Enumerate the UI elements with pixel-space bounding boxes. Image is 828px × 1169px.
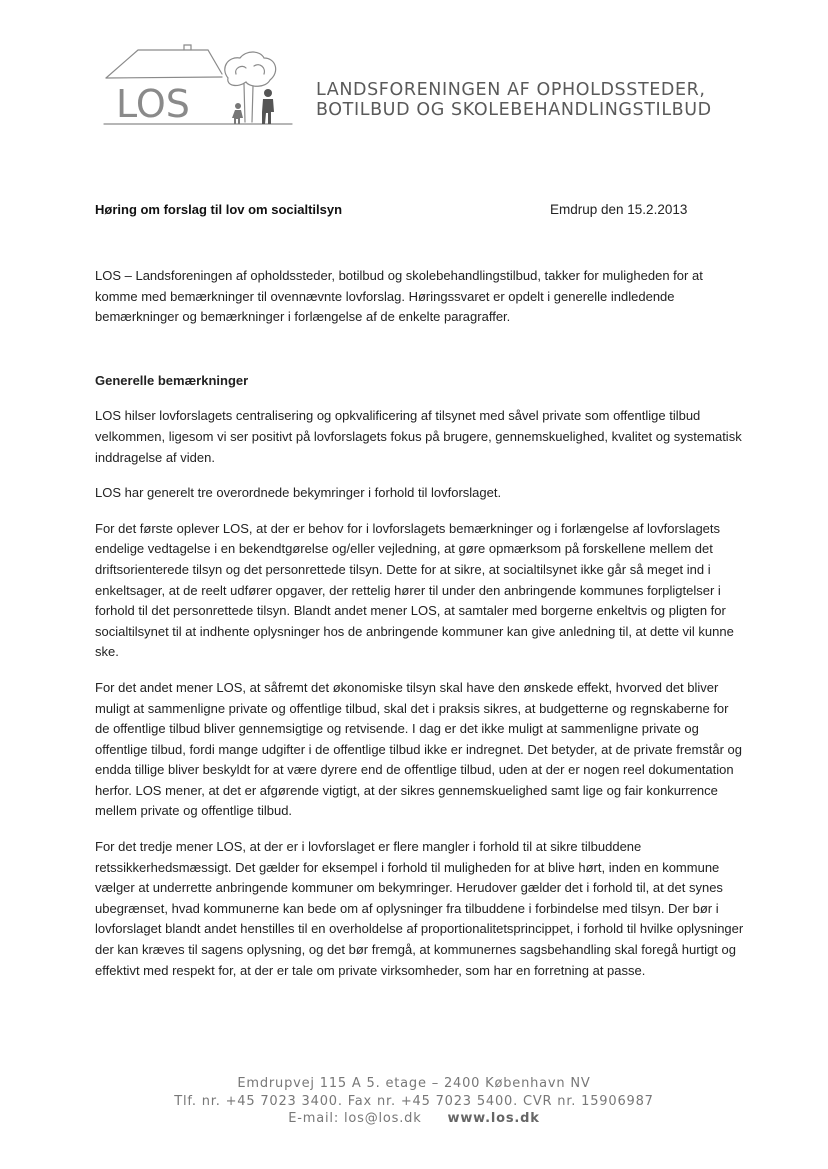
footer-address: Emdrupvej 115 A 5. etage – 2400 København NV <box>237 1076 591 1091</box>
org-name-line-2: BOTILBUD OG SKOLEBEHANDLINGSTILBUD <box>316 100 712 120</box>
body-paragraph: LOS hilser lovforslagets centralisering og opkvalificering af tilsynet med såvel private som offentlige tilbud velkommen, ligesom vi ser positivt på lovforslagets fokus på brugere, gennemskuelighed, kvalitet og systematisk inddragelse af viden. <box>95 408 742 465</box>
logo-text: LOS <box>116 82 190 126</box>
letter-date: Emdrup den 15.2.2013 <box>550 202 688 217</box>
intro-paragraph: LOS – Landsforeningen af opholdssteder, botilbud og skolebehandlingstilbud, takker for muligheden for at komme med bemærkninger til ovennævnte lovforslag. Høringssvaret er opdelt i generelle indledende bemærkninger og bemærkninger i forlængelse af de enkelte paragraffer. <box>95 268 703 325</box>
los-logo <box>100 44 296 134</box>
footer-phone-line: Tlf. nr. +45 7023 3400. Fax nr. +45 7023 5400. CVR nr. 15906987 <box>174 1093 654 1109</box>
letter-footer <box>0 1075 828 1128</box>
footer-email[interactable]: E-mail: los@los.dk <box>288 1111 422 1126</box>
section-heading: Generelle bemærkninger <box>95 372 249 388</box>
org-name-line-1: LANDSFORENINGEN AF OPHOLDSSTEDER, <box>316 80 706 100</box>
body-paragraph: For det andet mener LOS, at såfremt det økonomiske tilsyn skal have den ønskede effekt, hvorved det bliver muligt at sammenligne private og offentlige tilbud, skal det i praksis sikres, at budgetterne og regnskaberne for de offentlige tilbud bliver gennemsigtige og retvisende. I dag er det ikke muligt at sammenligne private og offentlige tilbud, fordi mange udgifter i de offentlige tilbud ikke er indregnet. Det betyder, at de private fremstår og endda tillige bliver beskyldt for at være dyrere end de offentlige tilbud, uden at der er nogen reel dokumentation herfor. LOS mener, at det er afgørende vigtigt, at der sikres gennemskuelighed samt lige og fair konkurrence mellem private og offentlige tilbud. <box>95 679 743 819</box>
letter-body <box>95 266 745 996</box>
body-paragraph: For det første oplever LOS, at der er behov for i lovforslagets bemærkninger og i forlængelse af lovforslagets endelige vedtagelse i en bekendtgørelse og/eller vejledning, at gøre opmærksom på forskellene mellem det driftsorienterede tilsyn og det personrettede tilsyn. Dette for at sikre, at socialtilsynet ikke går så meget ind i enkeltsager, at de reelt udfører opgaver, der rettelig hører til under den anbringende kommunes forpligtelser i forhold til det personrettede tilsyn. Blandt andet mener LOS, at samtaler med borgerne enkeltvis og pligten for socialtilsynet til at indhente oplysninger hos de anbringende kommuner kan give anledning til, at dette vil kunne ske. <box>95 520 734 660</box>
letter-subject: Høring om forslag til lov om socialtilsyn <box>95 202 343 217</box>
organization-name <box>316 80 712 120</box>
house-tree-logo-icon <box>100 44 296 134</box>
body-paragraph: LOS har generelt tre overordnede bekymringer i forhold til lovforslaget. <box>95 485 502 501</box>
footer-website-link[interactable]: www.los.dk <box>447 1111 540 1126</box>
footer-contact-line <box>0 1110 828 1128</box>
body-paragraph: For det tredje mener LOS, at der er i lovforslaget er flere mangler i forhold til at sikre tilbuddene retssikkerhedsmæssigt. Det gælder for eksempel i forhold til muligheden for at blive hørt, inden en kommune vælger at underrette anbringende kommuner om bekymringer. Herudover gælder det i forhold til, at det synes ubegrænset, hvad kommunerne kan bede om af oplysninger fra tilbuddene i forbindelse med tilsyn. Der bør i lovforslaget blandt andet henstilles til en overholdelse af proportionalitetsprincippet, i forhold til hvilke oplysninger der kan kræves til sagens oplysning, og det bør fremgå, at kommunernes sagsbehandling skal foregå hurtigt og effektivt med respekt for, at der er tale om private virksomheder, som har en forretning at passe. <box>95 839 744 978</box>
